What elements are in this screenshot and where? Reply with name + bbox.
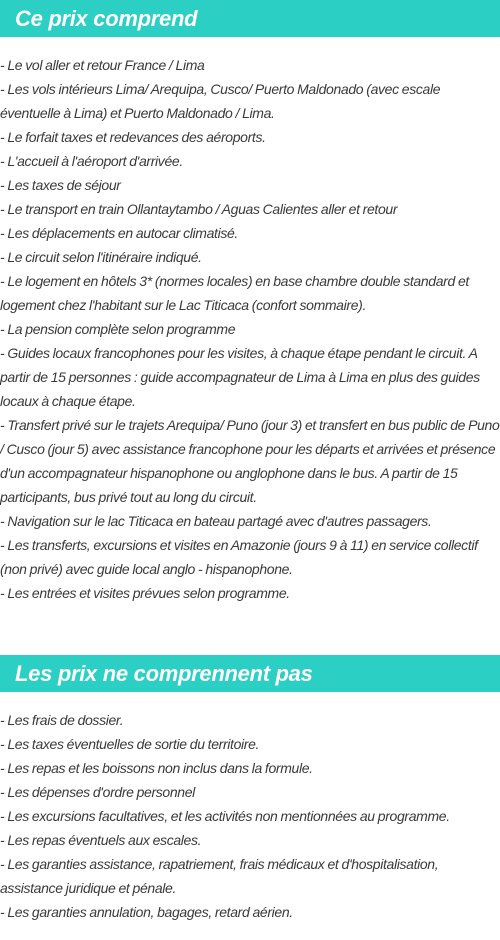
list-item: - Les dépenses d'ordre personnel [0,784,195,800]
list-item: - Les déplacements en autocar climatisé. [0,225,238,241]
excludes-section-title: Les prix ne comprennent pas [0,655,500,692]
list-item: - L'accueil à l'aéroport d'arrivée. [0,153,183,169]
list-item: - Les garanties annulation, bagages, retard aérien. [0,904,293,920]
list-item: - Guides locaux francophones pour les visites, à chaque étape pendant le circuit. A partir de 15 personnes : guide accompagnateur de Lima à Lima en plus des guides locaux à chaque étape. [0,345,480,409]
list-item: - Le forfait taxes et redevances des aéroports. [0,129,266,145]
list-item: - Les vols intérieurs Lima/ Arequipa, Cusco/ Puerto Maldonado (avec escale éventuelle à Lima) et Puerto Maldonado / Lima. [0,81,441,121]
list-item: - Transfert privé sur le trajets Arequipa/ Puno (jour 3) et transfert en bus public de Puno / Cusco (jour 5) avec assistance francophone pour les départs et arrivées et présence d'un accompagnateur hispanophone ou anglophone dans le bus. A partir de 15 participants, bus privé tout au long du circuit. [0,417,500,505]
list-item: - Les taxes éventuelles de sortie du territoire. [0,736,260,752]
list-item: - Le vol aller et retour France / Lima [0,57,205,73]
includes-list [0,53,500,605]
list-item: - La pension complète selon programme [0,321,236,337]
list-item: - Navigation sur le lac Titicaca en bateau partagé avec d'autres passagers. [0,513,432,529]
list-item: - Les excursions facultatives, et les activités non mentionnées au programme. [0,808,450,824]
includes-section-title: Ce prix comprend [0,0,500,37]
list-item: - Les transferts, excursions et visites en Amazonie (jours 9 à 11) en service collectif (non privé) avec guide local anglo - hispanophone. [0,537,478,577]
excludes-list [0,708,500,924]
list-item: - Les repas éventuels aux escales. [0,832,202,848]
list-item: - Les frais de dossier. [0,712,124,728]
list-item: - Les garanties assistance, rapatriement, frais médicaux et d'hospitalisation, assistance juridique et pénale. [0,856,439,896]
list-item: - Le logement en hôtels 3* (normes locales) en base chambre double standard et logement chez l'habitant sur le Lac Titicaca (confort sommaire). [0,273,469,313]
list-item: - Le circuit selon l'itinéraire indiqué. [0,249,202,265]
list-item: - Les repas et les boissons non inclus dans la formule. [0,760,313,776]
list-item: - Le transport en train Ollantaytambo / Aguas Calientes aller et retour [0,201,398,217]
list-item: - Les entrées et visites prévues selon programme. [0,585,290,601]
list-item: - Les taxes de séjour [0,177,121,193]
